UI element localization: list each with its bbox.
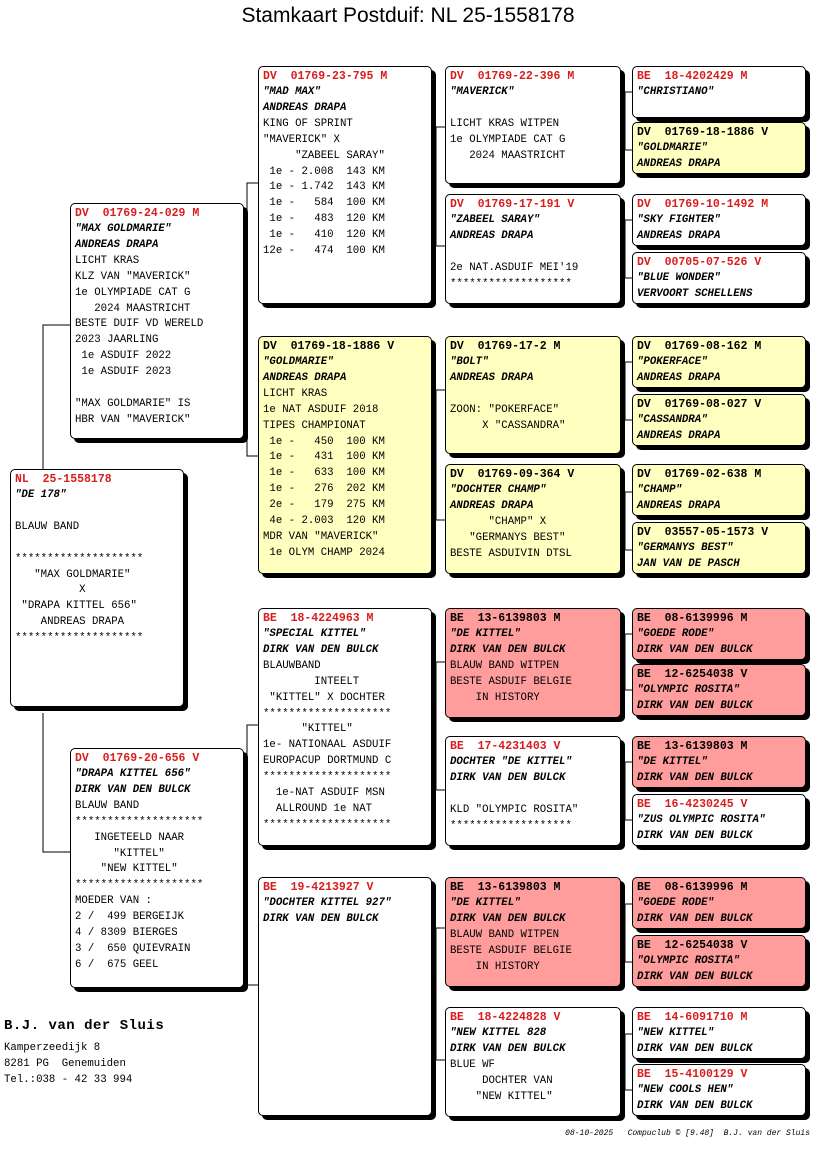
pigeon-name-or-owner: "DE 178" xyxy=(15,489,67,501)
pigeon-card-fff xyxy=(445,66,621,184)
pedigree-note-line: ******************** xyxy=(75,879,204,892)
pedigree-note-line: 1e - 450 100 KM xyxy=(263,435,385,448)
pedigree-note-line: ******************** xyxy=(263,818,392,831)
ring-number: BE 19-4213927 V xyxy=(263,881,374,894)
pigeon-name-or-owner: ANDREAS DRAPA xyxy=(637,371,721,384)
pedigree-note-line: BLAUWBAND xyxy=(263,659,321,672)
pedigree-note-line: "MAX GOLDMARIE" xyxy=(15,568,131,581)
pigeon-card-fffm xyxy=(632,122,806,174)
pedigree-note-line: "NEW KITTEL" xyxy=(450,1090,553,1103)
ring-number: DV 01769-08-027 V xyxy=(637,398,762,411)
pedigree-note-line: 2e - 179 275 KM xyxy=(263,499,385,512)
pigeon-name-or-owner: ANDREAS DRAPA xyxy=(637,229,721,242)
pedigree-note-line: BESTE ASDUIF BELGIE xyxy=(450,944,572,957)
pedigree-note-line: 12e - 474 100 KM xyxy=(263,245,385,258)
pedigree-note-line: IN HISTORY xyxy=(450,960,540,973)
ring-number: DV 01769-09-364 V xyxy=(450,468,575,481)
pedigree-note-line: 1e - 431 100 KM xyxy=(263,451,385,464)
pigeon-name-or-owner: "NEW KITTEL 828 xyxy=(450,1027,547,1039)
pedigree-note-line: 1e OLYMPIADE CAT G xyxy=(75,286,191,299)
ring-number: DV 00705-07-526 V xyxy=(637,256,762,269)
pedigree-note-line: ALLROUND 1e NAT xyxy=(263,802,373,815)
pigeon-name-or-owner: "DE KITTEL" xyxy=(450,628,521,640)
pigeon-name-or-owner: "DOCHTER KITTEL 927" xyxy=(263,897,392,909)
pigeon-name-or-owner: ANDREAS DRAPA xyxy=(450,371,534,384)
pedigree-note-line: 1e - 1.742 143 KM xyxy=(263,181,385,194)
pedigree-note-line: 1e - 584 100 KM xyxy=(263,197,385,210)
pigeon-name-or-owner: "BOLT" xyxy=(450,356,489,368)
pedigree-note-line: MOEDER VAN : xyxy=(75,895,152,908)
pedigree-note-line: BESTE DUIF VD WERELD xyxy=(75,318,204,331)
pedigree-note-line xyxy=(15,504,179,520)
pedigree-note-line xyxy=(450,387,616,403)
pigeon-card-mfmf xyxy=(632,736,806,788)
breeder-city: 8281 PG Genemuiden xyxy=(4,1058,126,1070)
pedigree-note-line: 1e - 410 120 KM xyxy=(263,229,385,242)
pigeon-name-or-owner: "DE KITTEL" xyxy=(450,897,521,909)
pigeon-name-or-owner: "MAX GOLDMARIE" xyxy=(75,223,172,235)
pigeon-card-subject xyxy=(10,469,184,707)
ring-number: BE 13-6139803 M xyxy=(450,881,561,894)
pedigree-note-line xyxy=(450,787,616,803)
pigeon-name-or-owner: "DE KITTEL" xyxy=(637,756,708,768)
pigeon-card-fmfm xyxy=(632,394,806,446)
pigeon-card-mfm xyxy=(445,736,621,846)
pedigree-note-line: ******************** xyxy=(15,632,144,645)
breeder-info xyxy=(4,1018,164,1088)
pigeon-card-mmf xyxy=(445,877,621,987)
pedigree-note-line: BESTE ASDUIF BELGIE xyxy=(450,675,572,688)
pigeon-name-or-owner: ANDREAS DRAPA xyxy=(637,429,721,442)
pedigree-note-line: 2 / 499 BERGEIJK xyxy=(75,911,185,924)
pedigree-note-line: ******************** xyxy=(75,815,204,828)
pedigree-note-line: ******************* xyxy=(450,819,572,832)
pedigree-note-line: 1e-NAT ASDUIF MSN xyxy=(263,787,385,800)
pigeon-card-father xyxy=(70,203,244,439)
pigeon-name-or-owner: DIRK VAN DEN BULCK xyxy=(637,912,753,925)
pigeon-name-or-owner: "GOEDE RODE" xyxy=(637,628,714,640)
pigeon-name-or-owner: ANDREAS DRAPA xyxy=(450,229,534,242)
ring-number: BE 14-6091710 M xyxy=(637,1011,748,1024)
pedigree-note-line xyxy=(450,245,616,261)
pigeon-name-or-owner: "OLYMPIC ROSITA" xyxy=(637,955,740,967)
pigeon-name-or-owner: DIRK VAN DEN BULCK xyxy=(263,912,379,925)
pedigree-note-line: "GERMANYS BEST" xyxy=(450,531,566,544)
pigeon-card-fmmm xyxy=(632,522,806,574)
ring-number: BE 08-6139996 M xyxy=(637,881,748,894)
ring-number: DV 01769-18-1886 V xyxy=(263,340,395,353)
pedigree-note-line: KLZ VAN "MAVERICK" xyxy=(75,270,191,283)
page-title: Stamkaart Postduif: NL 25-1558178 xyxy=(241,4,575,27)
pigeon-name-or-owner: DIRK VAN DEN BULCK xyxy=(75,783,191,796)
pedigree-note-line: ******************** xyxy=(263,707,392,720)
pigeon-name-or-owner: "CHRISTIANO" xyxy=(637,86,714,98)
pigeon-name-or-owner: "GOLDMARIE" xyxy=(263,356,334,368)
pigeon-name-or-owner: DIRK VAN DEN BULCK xyxy=(450,643,566,656)
pigeon-name-or-owner: DIRK VAN DEN BULCK xyxy=(637,1042,753,1055)
pigeon-card-ffmm xyxy=(632,252,806,304)
breeder-name: B.J. van der Sluis xyxy=(4,1018,165,1034)
pedigree-note-line: 4e - 2.003 120 KM xyxy=(263,515,385,528)
pedigree-note-line: "DRAPA KITTEL 656" xyxy=(15,600,137,613)
pedigree-note-line: IN HISTORY xyxy=(450,691,540,704)
pigeon-name-or-owner: "CHAMP" xyxy=(637,484,682,496)
pedigree-note-line: LICHT KRAS WITPEN xyxy=(450,117,560,130)
pigeon-name-or-owner: "DOCHTER CHAMP" xyxy=(450,484,547,496)
pigeon-card-father-mother xyxy=(258,336,432,574)
pedigree-note-line: 1e - 483 120 KM xyxy=(263,213,385,226)
pigeon-name-or-owner: "SPECIAL KITTEL" xyxy=(263,628,366,640)
pedigree-note-line: 1e - 633 100 KM xyxy=(263,467,385,480)
pedigree-note-line: 1e- NATIONAAL ASDUIF xyxy=(263,739,392,752)
pedigree-note-line: ZOON: "POKERFACE" xyxy=(450,403,560,416)
pedigree-note-line: INTEELT xyxy=(263,675,360,688)
pigeon-name-or-owner: "NEW COOLS HEN" xyxy=(637,1084,734,1096)
ring-number: DV 01769-20-656 V xyxy=(75,752,200,765)
pigeon-card-fmmf xyxy=(632,464,806,516)
pedigree-note-line xyxy=(15,536,179,552)
pigeon-name-or-owner: "ZUS OLYMPIC ROSITA" xyxy=(637,814,766,826)
pedigree-note-line: "CHAMP" X xyxy=(450,515,547,528)
pedigree-note-line: ******************* xyxy=(450,277,572,290)
pigeon-name-or-owner: DIRK VAN DEN BULCK xyxy=(637,970,753,983)
breeder-address: Kamperzeedijk 8 xyxy=(4,1042,101,1054)
pedigree-note-line: "KITTEL" X DOCHTER xyxy=(263,691,385,704)
pigeon-name-or-owner: "OLYMPIC ROSITA" xyxy=(637,684,740,696)
pedigree-note-line: 3 / 650 QUIEVRAIN xyxy=(75,942,191,955)
pigeon-card-ffmf xyxy=(632,194,806,246)
pedigree-note-line: 2024 MAASTRICHT xyxy=(75,302,191,315)
pedigree-note-line: 1e OLYM CHAMP 2024 xyxy=(263,546,385,559)
pedigree-note-line: ******************** xyxy=(263,771,392,784)
pigeon-name-or-owner: ANDREAS DRAPA xyxy=(637,499,721,512)
pigeon-card-ffm xyxy=(445,194,621,304)
pedigree-note-line: 1e ASDUIF 2022 xyxy=(75,350,172,363)
ring-number: BE 08-6139996 M xyxy=(637,612,748,625)
pigeon-name-or-owner: JAN VAN DE PASCH xyxy=(637,557,740,570)
ring-number: DV 01769-08-162 M xyxy=(637,340,762,353)
pedigree-note-line: ANDREAS DRAPA xyxy=(15,616,125,629)
pigeon-card-fmff xyxy=(632,336,806,388)
pedigree-note-line: "KITTEL" xyxy=(75,847,165,860)
ring-number: DV 01769-17-191 V xyxy=(450,198,575,211)
pedigree-note-line: 1e - 2.008 143 KM xyxy=(263,165,385,178)
pedigree-note-line: KLD "OLYMPIC ROSITA" xyxy=(450,803,579,816)
pedigree-note-line: 1e NAT ASDUIF 2018 xyxy=(263,403,379,416)
ring-number: DV 03557-05-1573 V xyxy=(637,526,769,539)
pigeon-name-or-owner: DIRK VAN DEN BULCK xyxy=(637,699,753,712)
pigeon-card-father-father xyxy=(258,66,432,304)
ring-number: DV 01769-22-396 M xyxy=(450,70,575,83)
pigeon-name-or-owner: DIRK VAN DEN BULCK xyxy=(450,1042,566,1055)
pigeon-name-or-owner: DIRK VAN DEN BULCK xyxy=(637,771,753,784)
ring-number: BE 12-6254038 V xyxy=(637,939,748,952)
pedigree-note-line: BLAUW BAND WITPEN xyxy=(450,928,560,941)
pedigree-note-line: BLUE WF xyxy=(450,1058,495,1071)
pigeon-name-or-owner: ANDREAS DRAPA xyxy=(75,238,159,251)
pigeon-name-or-owner: DIRK VAN DEN BULCK xyxy=(637,829,753,842)
pigeon-card-ffff xyxy=(632,66,806,118)
ring-number: BE 15-4100129 V xyxy=(637,1068,748,1081)
pedigree-note-line: BLAUW BAND xyxy=(75,799,140,812)
pigeon-name-or-owner: "NEW KITTEL" xyxy=(637,1027,714,1039)
pigeon-name-or-owner: "MAD MAX" xyxy=(263,86,321,98)
pigeon-name-or-owner: "GERMANYS BEST" xyxy=(637,542,734,554)
ring-number: DV 01769-02-638 M xyxy=(637,468,762,481)
pigeon-card-mmmf xyxy=(632,1007,806,1059)
ring-number: DV 01769-24-029 M xyxy=(75,207,200,220)
pedigree-note-line: BLAUW BAND WITPEN xyxy=(450,659,560,672)
pigeon-name-or-owner: "SKY FIGHTER" xyxy=(637,214,721,226)
ring-number: BE 13-6139803 M xyxy=(637,740,748,753)
pigeon-name-or-owner: DIRK VAN DEN BULCK xyxy=(450,771,566,784)
ring-number: BE 12-6254038 V xyxy=(637,668,748,681)
pigeon-name-or-owner: VERVOORT SCHELLENS xyxy=(637,287,753,300)
pigeon-card-mmfm xyxy=(632,935,806,987)
pedigree-note-line: 2023 JAARLING xyxy=(75,334,159,347)
pigeon-name-or-owner: "GOLDMARIE" xyxy=(637,142,708,154)
pigeon-name-or-owner: "DRAPA KITTEL 656" xyxy=(75,768,191,780)
pigeon-card-fmf xyxy=(445,336,621,454)
pigeon-card-mother-mother xyxy=(258,877,432,1116)
pedigree-note-line: "KITTEL" xyxy=(263,723,353,736)
pedigree-note-line: EUROPACUP DORTMUND C xyxy=(263,755,392,768)
pigeon-name-or-owner: "BLUE WONDER" xyxy=(637,272,721,284)
pedigree-note-line: HBR VAN "MAVERICK" xyxy=(75,413,191,426)
pigeon-card-mfmm xyxy=(632,794,806,846)
pigeon-name-or-owner: ANDREAS DRAPA xyxy=(450,499,534,512)
pedigree-note-line: "ZABEEL SARAY" xyxy=(263,149,385,162)
ring-number: BE 17-4231403 V xyxy=(450,740,561,753)
pigeon-card-mffm xyxy=(632,664,806,716)
pigeon-card-mmff xyxy=(632,877,806,929)
pedigree-note-line: 1e OLYMPIADE CAT G xyxy=(450,133,566,146)
pedigree-note-line: LICHT KRAS xyxy=(263,387,328,400)
ring-number: DV 01769-10-1492 M xyxy=(637,198,769,211)
pedigree-note-line: "MAVERICK" X xyxy=(263,133,340,146)
ring-number: DV 01769-18-1886 V xyxy=(637,126,769,139)
ring-number: DV 01769-23-795 M xyxy=(263,70,388,83)
ring-number: DV 01769-17-2 M xyxy=(450,340,561,353)
ring-number: BE 16-4230245 V xyxy=(637,798,748,811)
pigeon-card-fmm xyxy=(445,464,621,574)
pedigree-note-line: INGETEELD NAAR xyxy=(75,831,185,844)
pedigree-note-line: X "CASSANDRA" xyxy=(450,419,566,432)
pigeon-name-or-owner: ANDREAS DRAPA xyxy=(637,157,721,170)
ring-number: NL 25-1558178 xyxy=(15,473,112,486)
pedigree-note-line xyxy=(75,381,239,397)
pigeon-card-mmmm xyxy=(632,1064,806,1116)
pedigree-note-line: BESTE ASDUIVIN DTSL xyxy=(450,547,572,560)
pedigree-note-line: "NEW KITTEL" xyxy=(75,863,178,876)
pedigree-note-line: ******************** xyxy=(15,552,144,565)
pigeon-card-mother xyxy=(70,748,244,988)
pedigree-note-line: DOCHTER VAN xyxy=(450,1074,553,1087)
pigeon-name-or-owner: "MAVERICK" xyxy=(450,86,515,98)
ring-number: BE 18-4224963 M xyxy=(263,612,374,625)
pedigree-note-line: X xyxy=(15,584,86,597)
pigeon-card-mff xyxy=(445,608,621,718)
pedigree-note-line: KING OF SPRINT xyxy=(263,117,353,130)
pedigree-note-line: 2e NAT.ASDUIF MEI'19 xyxy=(450,261,579,274)
pedigree-note-line: 6 / 675 GEEL xyxy=(75,958,159,971)
pigeon-name-or-owner: "POKERFACE" xyxy=(637,356,708,368)
pigeon-card-mmm xyxy=(445,1007,621,1117)
pigeon-name-or-owner: "GOEDE RODE" xyxy=(637,897,714,909)
pigeon-name-or-owner: DIRK VAN DEN BULCK xyxy=(637,643,753,656)
pedigree-note-line: 1e - 276 202 KM xyxy=(263,483,385,496)
pigeon-name-or-owner: "ZABEEL SARAY" xyxy=(450,214,540,226)
ring-number: BE 13-6139803 M xyxy=(450,612,561,625)
pedigree-note-line: "MAX GOLDMARIE" IS xyxy=(75,397,191,410)
ring-number: BE 18-4224828 V xyxy=(450,1011,561,1024)
pigeon-name-or-owner: ANDREAS DRAPA xyxy=(263,101,347,114)
pigeon-name-or-owner: ANDREAS DRAPA xyxy=(263,371,347,384)
pigeon-card-mother-father xyxy=(258,608,432,846)
pedigree-note-line: TIPES CHAMPIONAT xyxy=(263,419,366,432)
pigeon-name-or-owner: DIRK VAN DEN BULCK xyxy=(450,912,566,925)
pigeon-name-or-owner: "CASSANDRA" xyxy=(637,414,708,426)
pedigree-note-line: BLAUW BAND xyxy=(15,520,80,533)
pedigree-note-line xyxy=(450,101,616,117)
footer-credit: 08-10-2025 Compuclub © [9.48] B.J. van der Sluis xyxy=(565,1129,810,1138)
pigeon-name-or-owner: DOCHTER "DE KITTEL" xyxy=(450,756,572,768)
pedigree-note-line: 1e ASDUIF 2023 xyxy=(75,366,172,379)
pigeon-name-or-owner: DIRK VAN DEN BULCK xyxy=(637,1099,753,1112)
pedigree-note-line: 4 / 8309 BIERGES xyxy=(75,927,178,940)
pedigree-note-line: MDR VAN "MAVERICK" xyxy=(263,530,379,543)
pedigree-note-line: LICHT KRAS xyxy=(75,254,140,267)
ring-number: BE 18-4202429 M xyxy=(637,70,748,83)
pigeon-name-or-owner: DIRK VAN DEN BULCK xyxy=(263,643,379,656)
breeder-phone: Tel.:038 - 42 33 994 xyxy=(4,1074,133,1086)
pigeon-card-mfff xyxy=(632,608,806,660)
pedigree-note-line: 2024 MAASTRICHT xyxy=(450,149,566,162)
